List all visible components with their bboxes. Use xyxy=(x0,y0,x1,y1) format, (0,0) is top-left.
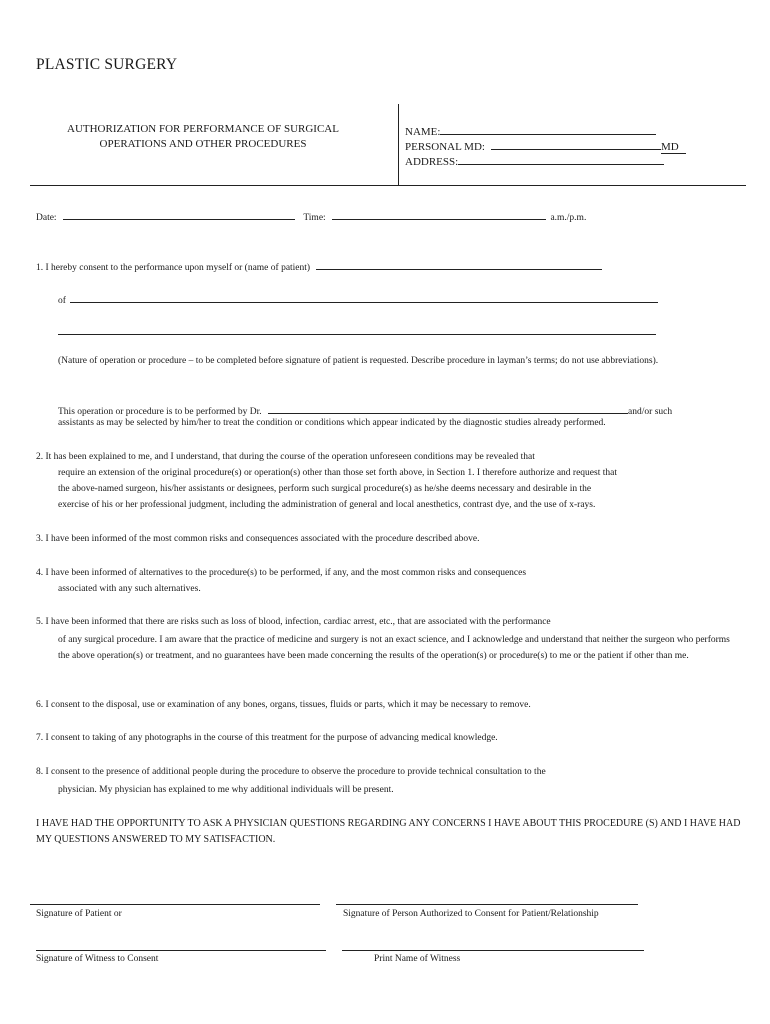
personal-md-field[interactable] xyxy=(491,137,661,150)
item-2-line-2: require an extension of the original procedure(s) or operation(s) other than those set forth above, in Section 1. I therefore authorize and request that xyxy=(58,468,617,478)
item-4-line-2: associated with any such alternatives. xyxy=(58,584,201,594)
witness-name-label: Print Name of Witness xyxy=(374,954,461,964)
date-time-row xyxy=(36,207,586,226)
item-1-consent-text: 1. I hereby consent to the performance upon myself or (name of patient) xyxy=(36,263,311,273)
item-8-line-2: physician. My physician has explained to me why additional individuals will be present. xyxy=(58,785,394,795)
address-label: ADDRESS: xyxy=(405,156,459,168)
authorization-heading xyxy=(20,122,386,152)
item-2-line-4: exercise of his or her professional judgment, including the administration of general and local anesthetics, contrast dye, and the use of x-rays. xyxy=(58,500,596,510)
address-field[interactable] xyxy=(458,152,664,165)
performed-by-text: This operation or procedure is to be performed by Dr. xyxy=(58,407,262,417)
patient-name-consent-field[interactable] xyxy=(316,257,602,270)
witness-signature-line[interactable] xyxy=(36,950,326,951)
header-divider-vertical xyxy=(398,104,399,186)
item-5-continuation: of any surgical procedure. I am aware that the practice of medicine and surgery is not an exact science, and I acknowledge and understand that neither the surgeon who performs the above operation(s) or treatment, and no guarantees have been made concerning the results of the operation(s) or procedure(s) to me or the patient if other than me. xyxy=(58,635,730,661)
item-7: 7. I consent to taking of any photographs in the course of this treatment for the purpose of advancing medical knowledge. xyxy=(36,733,498,743)
date-label: Date: xyxy=(36,213,57,223)
procedure-field-line-1[interactable] xyxy=(70,290,658,303)
authorization-line-1: AUTHORIZATION FOR PERFORMANCE OF SURGICAL xyxy=(67,123,339,135)
item-1-of-row xyxy=(58,290,658,309)
acknowledgement-statement: I HAVE HAD THE OPPORTUNITY TO ASK A PHYSICIAN QUESTIONS REGARDING ANY CONCERNS I HAVE ABOUT THIS PROCEDURE (S) AND I HAVE HAD MY QUESTIONS ANSWERED TO MY SATISFACTION. xyxy=(36,818,741,845)
item-4-line-1: 4. I have been informed of alternatives to the procedure(s) to be performed, if any, and the most common risks and consequences xyxy=(36,568,527,578)
patient-signature-line[interactable] xyxy=(30,904,320,905)
authorization-line-2: OPERATIONS AND OTHER PROCEDURES xyxy=(99,138,307,150)
witness-name-line[interactable] xyxy=(342,950,644,951)
authorized-signature-label: Signature of Person Authorized to Consent for Patient/Relationship xyxy=(343,909,599,919)
form-title: PLASTIC SURGERY xyxy=(36,56,178,73)
md-suffix: MD xyxy=(661,141,686,154)
item-2-line-1: 2. It has been explained to me, and I understand, that during the course of the operation unforeseen conditions may be revealed that xyxy=(36,452,535,462)
personal-md-label: PERSONAL MD: xyxy=(405,141,485,153)
ampm-label: a.m./p.m. xyxy=(550,213,587,223)
procedure-field-line-2[interactable] xyxy=(58,334,656,335)
item-3: 3. I have been informed of the most common risks and consequences associated with the procedure described above. xyxy=(36,534,480,544)
assistants-text: assistants as may be selected by him/her to treat the condition or conditions which appear indicated by the diagnostic studies already performed. xyxy=(58,418,606,428)
witness-signature-label: Signature of Witness to Consent xyxy=(36,954,159,964)
patient-name-field[interactable] xyxy=(440,122,656,135)
date-field[interactable] xyxy=(63,207,295,220)
patient-name-row xyxy=(405,122,656,138)
nature-of-operation-note: (Nature of operation or procedure – to be completed before signature of patient is requested. Describe procedure in layman’s terms; do not use abbreviations). xyxy=(58,356,659,366)
authorized-signature-line[interactable] xyxy=(336,904,638,905)
item-6: 6. I consent to the disposal, use or examination of any bones, organs, tissues, fluids or parts, which it may be necessary to remove. xyxy=(36,700,531,710)
item-5-line-1: 5. I have been informed that there are risks such as loss of blood, infection, cardiac arrest, etc., that are associated with the performance xyxy=(36,617,551,627)
andor-text: and/or such xyxy=(628,407,673,417)
patient-signature-label: Signature of Patient or xyxy=(36,909,122,919)
time-label: Time: xyxy=(303,213,326,223)
address-row xyxy=(405,152,664,168)
item-8-line-1: 8. I consent to the presence of additional people during the procedure to observe the procedure to provide technical consultation to the xyxy=(36,767,546,777)
header-divider-horizontal xyxy=(30,185,746,186)
item-2-line-3: the above-named surgeon, his/her assistants or designees, perform such surgical procedure(s) as he/she deems necessary and desirable in the xyxy=(58,484,592,494)
time-field[interactable] xyxy=(332,207,546,220)
of-label: of xyxy=(58,296,66,306)
patient-name-label: NAME: xyxy=(405,126,441,138)
doctor-name-field[interactable] xyxy=(268,401,628,414)
item-1-consent-row xyxy=(36,257,602,276)
